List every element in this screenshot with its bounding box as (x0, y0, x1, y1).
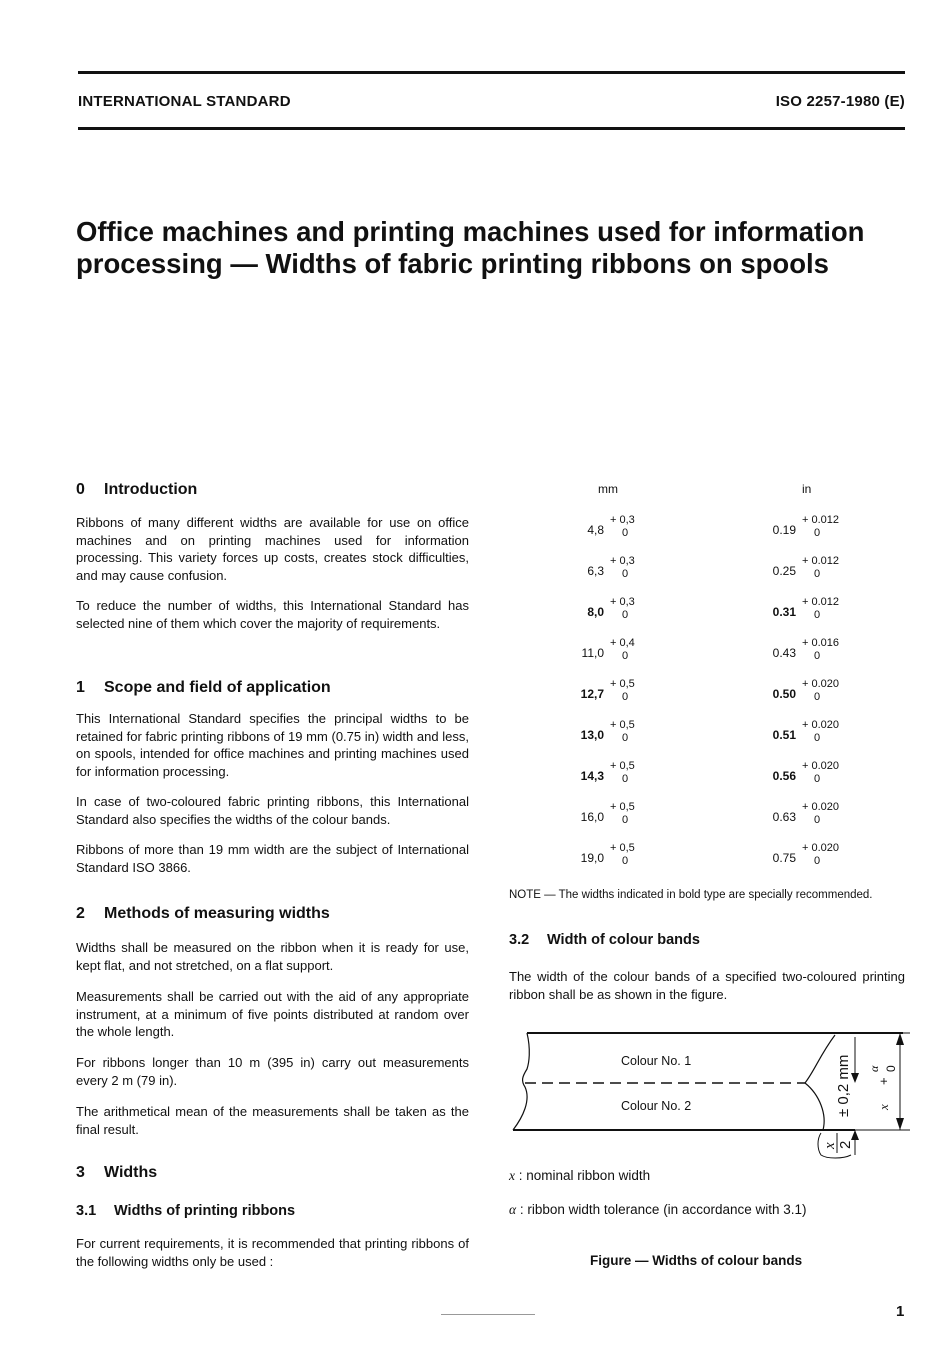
section-number: 2 (76, 905, 85, 922)
tolerance-upper: + 0.020 (802, 801, 840, 813)
tolerance-upper: + 0.020 (802, 678, 840, 690)
tolerance-lower: 0 (622, 568, 629, 580)
tolerance-lower: 0 (814, 732, 821, 744)
arrow-up-icon (896, 1033, 904, 1045)
width-in-number: 0.19 (772, 523, 796, 537)
figure-caption: Figure — Widths of colour bands (590, 1253, 803, 1268)
half-x-numerator: x (822, 1142, 838, 1149)
width-mm-number: 4,8 (587, 523, 604, 537)
tolerance-lower: 0 (622, 527, 629, 539)
header-rule-top (78, 71, 905, 74)
tolerance-lower: 0 (814, 527, 821, 539)
width-in-tolerance (802, 801, 839, 827)
width-in-tolerance (802, 719, 839, 745)
width-mm-value (560, 760, 604, 790)
tolerance-lower: 0 (814, 814, 821, 826)
tolerance-upper: + 0,3 (610, 514, 635, 526)
tolerance-label: ± 0,2 mm (835, 1054, 852, 1117)
subsection-title: Width of colour bands (547, 932, 700, 948)
tolerance-upper: + 0,3 (610, 596, 635, 608)
full-width-zero: 0 (884, 1065, 898, 1072)
width-in-value (760, 760, 796, 790)
tolerance-upper: + 0.016 (802, 637, 840, 649)
width-in-value (760, 514, 796, 544)
width-mm-tolerance (610, 801, 635, 827)
tolerance-lower: 0 (622, 814, 629, 826)
widths-paragraph: For current requirements, it is recommended that printing ribbons of the following widths only be used : (76, 1236, 469, 1269)
width-mm-value (560, 678, 604, 708)
section-title: Methods of measuring widths (104, 905, 330, 922)
tolerance-upper: + 0.012 (802, 555, 840, 567)
colour-band-1-label: Colour No. 1 (621, 1054, 692, 1068)
width-in-number: 0.51 (772, 728, 796, 742)
tolerance-lower: 0 (622, 732, 629, 744)
unit-mm-header: mm (598, 482, 618, 496)
section-title: Widths (104, 1164, 158, 1181)
tolerance-upper: + 0,4 (610, 637, 635, 649)
width-mm-tolerance (610, 514, 635, 540)
width-mm-value (560, 555, 604, 585)
methods-paragraph-1: Widths shall be measured on the ribbon when it is ready for use, kept flat, and not stretched, on a flat support. (76, 940, 469, 973)
width-mm-number: 11,0 (581, 646, 604, 660)
section-title: Scope and field of application (104, 679, 331, 696)
full-width-plus: + (876, 1077, 891, 1085)
width-in-number: 0.43 (772, 646, 796, 660)
tolerance-lower: 0 (622, 650, 629, 662)
full-width-x: x (876, 1104, 891, 1110)
colour-bands-paragraph: The width of the colour bands of a specified two-coloured printing ribbon shall be as shown in the figure. (509, 969, 905, 1002)
width-in-value (760, 637, 796, 667)
section-1-heading (76, 679, 331, 697)
width-in-number: 0.25 (772, 564, 796, 578)
right-torn-edge (805, 1035, 835, 1130)
width-in-number: 0.31 (772, 605, 796, 619)
width-mm-tolerance (610, 842, 635, 868)
legend-x (509, 1168, 650, 1184)
full-width-alpha: α (867, 1065, 881, 1072)
width-in-number: 0.50 (772, 687, 796, 701)
subsection-number: 3.1 (76, 1203, 97, 1219)
tolerance-lower: 0 (814, 773, 821, 785)
unit-in-header: in (802, 482, 812, 496)
width-mm-tolerance (610, 637, 635, 663)
width-in-tolerance (802, 760, 839, 786)
width-mm-number: 12,7 (580, 687, 604, 701)
width-mm-number: 8,0 (587, 605, 604, 619)
width-in-tolerance (802, 637, 839, 663)
tolerance-upper: + 0,5 (610, 842, 635, 854)
subsection-3-2-heading (509, 932, 700, 948)
tolerance-lower: 0 (814, 650, 821, 662)
scope-paragraph-1: This International Standard specifies the principal widths to be retained for fabric printing ribbons of 19 mm (0.75 in) width and less, on spools, intended for office machines and printing machines used for information processing. (76, 711, 469, 779)
arrow-down-icon (851, 1073, 859, 1083)
width-mm-value (560, 596, 604, 626)
section-title: Introduction (104, 481, 198, 498)
section-number: 1 (76, 679, 85, 696)
footer-line (441, 1314, 535, 1315)
width-in-number: 0.63 (772, 810, 796, 824)
tolerance-lower: 0 (814, 568, 821, 580)
colour-bands-figure (505, 1025, 915, 1165)
width-in-tolerance (802, 555, 839, 581)
arrow-up-icon (851, 1130, 859, 1140)
width-mm-tolerance (610, 760, 635, 786)
width-in-tolerance (802, 596, 839, 622)
document-title: Office machines and printing machines used for information processing — Widths of fabric printing ribbons on spools (76, 216, 865, 279)
width-mm-value (560, 801, 604, 831)
tolerance-upper: + 0,5 (610, 678, 635, 690)
tolerance-upper: + 0,5 (610, 719, 635, 731)
tolerance-lower: 0 (622, 773, 629, 785)
width-mm-value (560, 514, 604, 544)
tolerance-lower: 0 (622, 691, 629, 703)
left-torn-edge (513, 1033, 529, 1130)
subsection-number: 3.2 (509, 932, 530, 948)
tolerance-upper: + 0,3 (610, 555, 635, 567)
legend-alpha-symbol: α (509, 1202, 517, 1217)
width-mm-tolerance (610, 596, 635, 622)
intro-paragraph-1: Ribbons of many different widths are available for use on office machines and on printing machines used for information processing. This variety forces up costs, creates stock difficulties, and may cause confusion. (76, 515, 469, 583)
width-mm-number: 19,0 (580, 851, 604, 865)
arrow-down-icon (896, 1118, 904, 1130)
colour-band-2-label: Colour No. 2 (621, 1099, 692, 1113)
subsection-title: Widths of printing ribbons (114, 1203, 296, 1219)
width-mm-number: 14,3 (580, 769, 604, 783)
width-mm-number: 13,0 (580, 728, 604, 742)
width-in-value (760, 842, 796, 872)
methods-paragraph-4: The arithmetical mean of the measurements shall be taken as the final result. (76, 1104, 469, 1137)
tolerance-lower: 0 (814, 691, 821, 703)
subsection-3-1-heading (76, 1203, 295, 1219)
section-number: 0 (76, 481, 85, 498)
width-mm-tolerance (610, 678, 635, 704)
page-number: 1 (896, 1303, 905, 1320)
header-right: ISO 2257-1980 (E) (775, 93, 905, 110)
width-in-value (760, 801, 796, 831)
section-0-heading (76, 481, 197, 499)
tolerance-upper: + 0,5 (610, 801, 635, 813)
legend-x-symbol: x (509, 1168, 515, 1183)
header-rule-bottom (78, 127, 905, 130)
scope-paragraph-3: Ribbons of more than 19 mm width are the subject of International Standard ISO 3866. (76, 842, 469, 875)
width-in-value (760, 719, 796, 749)
width-mm-number: 6,3 (587, 564, 604, 578)
tolerance-upper: + 0.012 (802, 514, 840, 526)
width-mm-value (560, 842, 604, 872)
tolerance-lower: 0 (622, 609, 629, 621)
width-in-tolerance (802, 678, 839, 704)
tolerance-upper: + 0.012 (802, 596, 840, 608)
methods-paragraph-2: Measurements shall be carried out with the aid of any appropriate instrument, at a minimum of five points distributed at random over the whole length. (76, 989, 469, 1039)
width-mm-tolerance (610, 719, 635, 745)
width-in-number: 0.75 (772, 851, 796, 865)
legend-x-text: : nominal ribbon width (518, 1168, 651, 1183)
width-mm-value (560, 719, 604, 749)
tolerance-lower: 0 (814, 855, 821, 867)
width-mm-number: 16,0 (580, 810, 604, 824)
tolerance-lower: 0 (814, 609, 821, 621)
width-mm-value (560, 637, 604, 667)
width-in-value (760, 596, 796, 626)
tolerance-upper: + 0.020 (802, 760, 840, 772)
width-in-tolerance (802, 842, 839, 868)
methods-paragraph-3: For ribbons longer than 10 m (395 in) carry out measurements every 2 m (79 in). (76, 1055, 469, 1088)
tolerance-upper: + 0.020 (802, 842, 840, 854)
tolerance-lower: 0 (622, 855, 629, 867)
header-left: INTERNATIONAL STANDARD (78, 93, 291, 110)
width-in-value (760, 678, 796, 708)
width-in-number: 0.56 (772, 769, 796, 783)
section-2-heading (76, 905, 330, 923)
half-x-denominator: 2 (837, 1140, 854, 1149)
section-3-heading (76, 1164, 157, 1182)
table-note: NOTE — The widths indicated in bold type are specially recommended. (509, 889, 873, 901)
tolerance-upper: + 0.020 (802, 719, 840, 731)
legend-alpha-text: : ribbon width tolerance (in accordance with 3.1) (519, 1202, 807, 1217)
tolerance-upper: + 0,5 (610, 760, 635, 772)
scope-paragraph-2: In case of two-coloured fabric printing ribbons, this International Standard also specifies the widths of the colour bands. (76, 794, 469, 827)
intro-paragraph-2: To reduce the number of widths, this International Standard has selected nine of them which cover the majority of requirements. (76, 598, 469, 631)
legend-alpha (509, 1202, 807, 1218)
width-mm-tolerance (610, 555, 635, 581)
width-in-tolerance (802, 514, 839, 540)
section-number: 3 (76, 1164, 85, 1181)
width-in-value (760, 555, 796, 585)
